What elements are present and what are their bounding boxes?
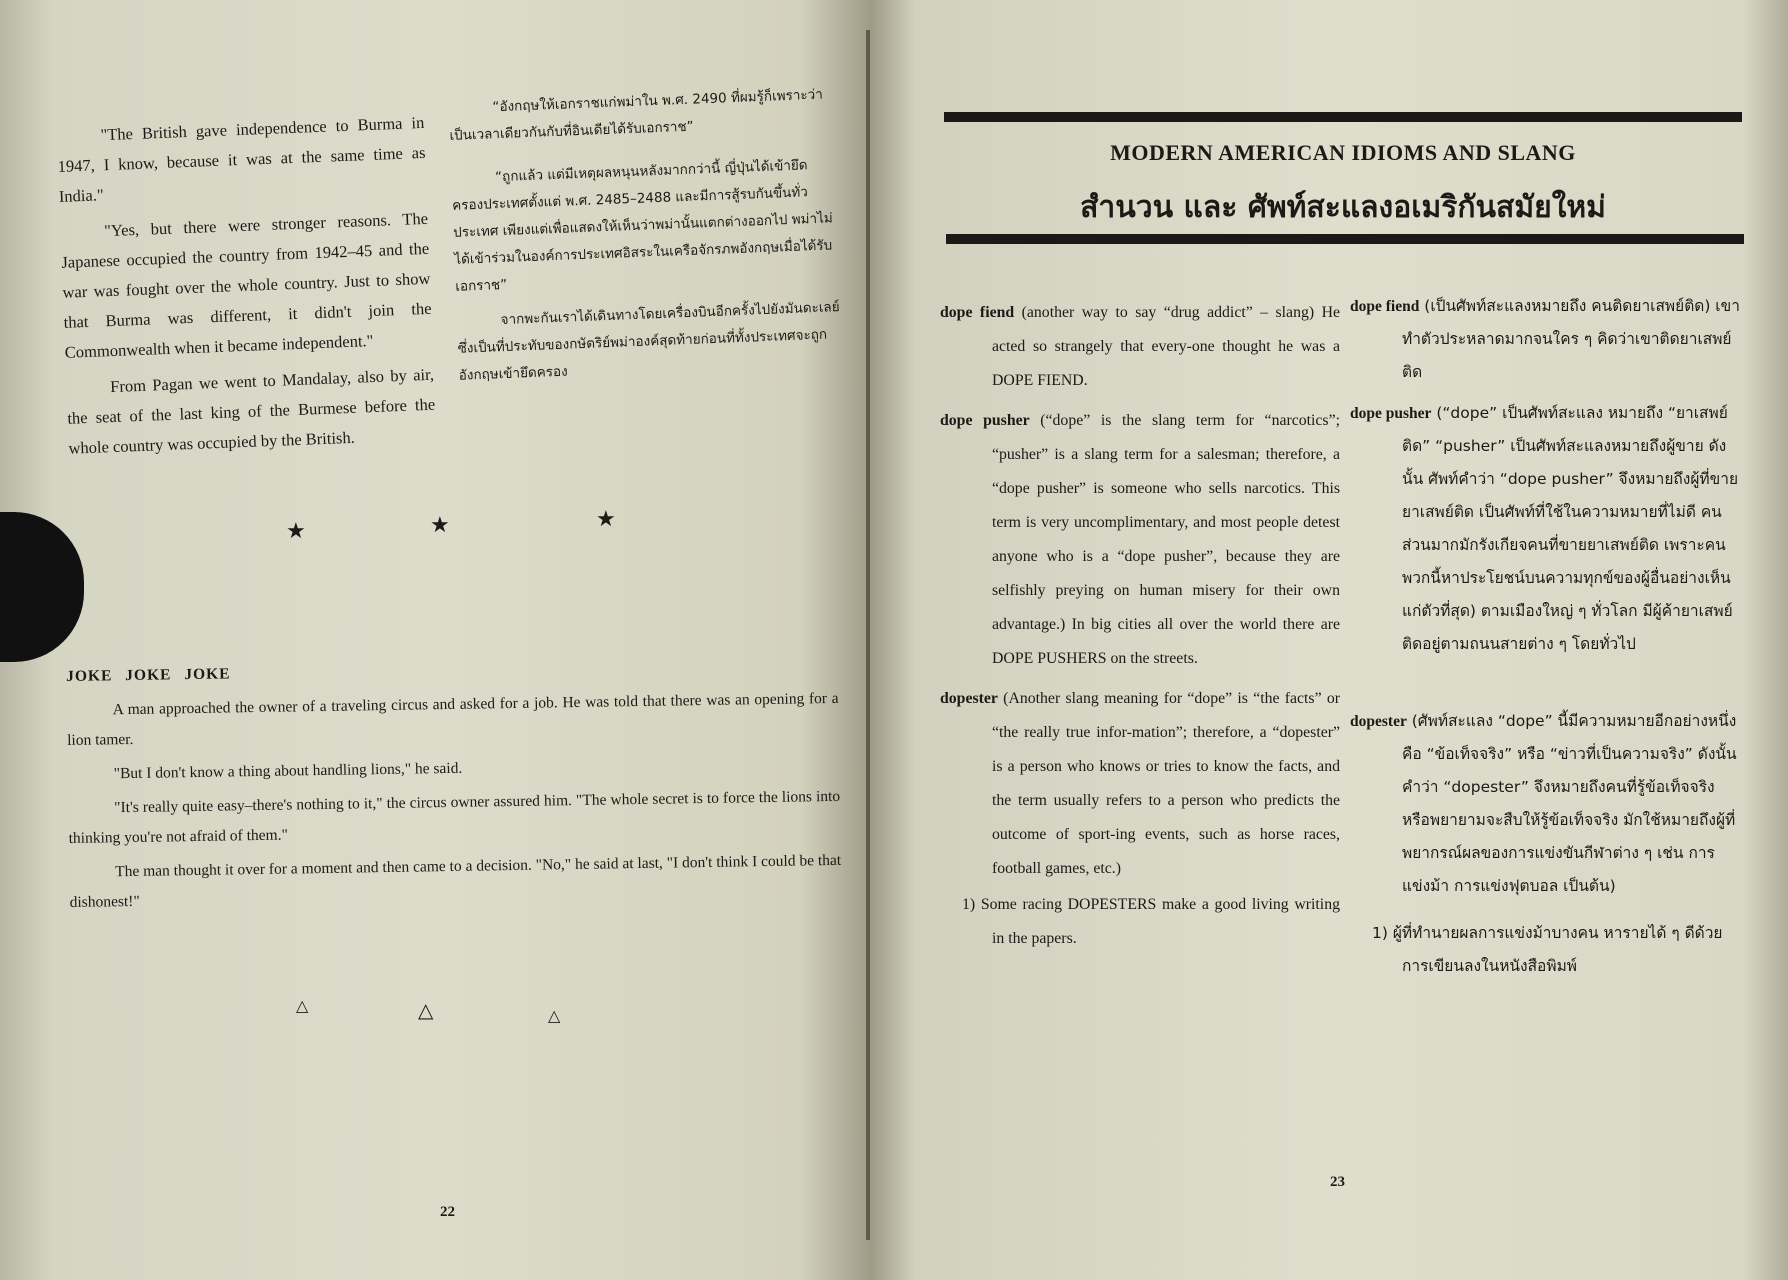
page-number: 23 [1330,1174,1345,1190]
joke-section [66,656,842,918]
thai-dialogue [448,81,845,390]
entry-term: dope pusher [940,412,1030,429]
english-dialogue [56,108,437,464]
star-icon: ★ [430,512,450,537]
example-sentence: 1) Some racing DOPESTERS make a good living writing in the papers. [962,896,1340,947]
entry-text: (another way to say “drug addict” – slang) He acted so strangely that every-one thought he was a DOPE FIEND. [992,304,1340,389]
dialogue-paragraph: "The British gave independence to Burma in 1947, I know, because it was at the same time as India." [57,112,426,206]
thai-entry-dope-fiend [1350,290,1740,389]
thai-paragraph: “ถูกแล้ว แต่มีเหตุผลหนุนหลังมากกว่านี้ ญี่ปุ่นได้เข้ายึดครองประเทศตั้งแต่ พ.ศ. 2485–2488 และมีการสู้รบกันขึ้นทั่วประเทศ เพียงแต่เพื่อแสดงให้เห็นว่าพม่านั้นแตกต่างออกไป พม่าไม่ได้เข้าร่วมในองค์การประเทศอิสระในเครือจักรภพอังกฤษเมื่อได้รับเอกราช” [451,157,834,295]
joke-paragraph: A man approached the owner of a traveling circus and asked for a job. He was told that there was an opening for a lion tamer. [67,689,839,749]
entry-text: (เป็นศัพท์สะแลงหมายถึง คนติดยาเสพย์ติด) เขาทำตัวประหลาดมากจนใคร ๆ คิดว่าเขาติดยาเสพย์ติด [1402,297,1740,381]
triangle-icon: △ [548,1008,561,1025]
thai-paragraph: จากพะกันเราได้เดินทางโดยเครื่องบินอีกครั้งไปยังมันดะเลย์ ซึ่งเป็นที่ประทับของกษัตริย์พม่าองค์สุดท้ายก่อนที่ทั้งประเทศจะถูกอังกฤษเข้ายึดครอง [457,299,840,384]
left-page [0,0,870,1280]
page-number: 22 [440,1204,455,1220]
dialogue-paragraph: From Pagan we went to Mandalay, also by air, the seat of the last king of the Burmese before the whole country was occupied by the British. [67,364,436,458]
entry-term: dopester [1350,713,1407,730]
heading-thai: สำนวน และ ศัพท์สะแลงอเมริกันสมัยใหม่ [1080,190,1606,225]
thai-paragraph: “อังกฤษให้เอกราชแก่พม่าใน พ.ศ. 2490 ที่ผมรู้ก็เพราะว่าเป็นเวลาเดียวกันกับที่อินเดียได้รับเอกราช” [449,86,824,144]
thai-entry-dopester [1350,705,1740,903]
entry-text: (ศัพท์สะแลง “dope” นี้มีความหมายอีกอย่างหนึ่งคือ “ข้อเท็จจริง” หรือ “ข่าวที่เป็นความจริง” ดังนั้น คำว่า “dopester” จึงหมายถึงคนที่รู้ข้อเท็จจริง หรือพยายามจะสืบให้รู้ข้อเท็จจริง มักใช้หมายถึงผู้ที่พยากรณ์ผลของการแข่งขันกีฬาต่าง ๆ เช่น การแข่งม้า การแข่งฟุตบอล เป็นต้น) [1402,712,1737,895]
heading-bar-top [944,112,1742,122]
entry-term: dope fiend [940,304,1015,321]
star-icon: ★ [596,506,616,531]
right-page [870,0,1788,1280]
thai-entry-dope-pusher [1350,397,1740,661]
dialogue-paragraph: "Yes, but there were stronger reasons. The Japanese occupied the country from 1942–45 and the war was fought over the whole country. Just to show that Burma was different, it didn't join the Commonwealth when it became independent." [61,208,432,362]
entry-text: (Another slang meaning for “dope” is “the facts” or “the really true infor-mation”; therefore, a “dopester” is a person who knows or tries to know the facts, and the term usually refers to a person who predicts the outcome of sport-ing events, such as horse races, football games, etc.) [992,690,1340,877]
joke-title: JOKE JOKE JOKE [66,665,231,685]
entry-term: dope fiend [1350,298,1420,315]
entry-term: dopester [940,690,998,707]
entry-term: dope pusher [1350,405,1432,422]
entry-text: (“dope” is the slang term for “narcotics”; “pusher” is a slang term for a salesman; therefore, a “dope pusher” is someone who sells narcotics. This term is very uncomplimentary, and most people detest anyone who is a “dope pusher”, because they are selfishly preying on human misery for their own advantage.) In big cities all over the world there are DOPE PUSHERS on the streets. [992,412,1340,667]
heading-bar-bottom [946,234,1744,244]
triangle-icon: △ [296,998,309,1015]
heading-english: MODERN AMERICAN IDIOMS AND SLANG [1110,140,1576,165]
star-icon: ★ [286,518,306,543]
joke-paragraph: "But I don't know a thing about handling lions," he said. [113,759,463,783]
entry-dopester [940,682,1340,886]
joke-paragraph: "It's really quite easy–there's nothing to it," the circus owner assured him. "The whole secret is to force the lions into thinking you're not afraid of them." [68,787,841,847]
thai-entries [1350,290,1740,983]
entry-text: (“dope” เป็นศัพท์สะแลง หมายถึง “ยาเสพย์ติด” “pusher” เป็นศัพท์สะแลงหมายถึงผู้ขาย ดังนั้น ศัพท์คำว่า “dope pusher” จึงหมายถึงผู้ที่ขายยาเสพย์ติด เป็นศัพท์ที่ใช้ในความหมายที่ไม่ดี คนส่วนมากมักรังเกียจคนที่ขายยาเสพย์ติด เพราะคนพวกนี้หาประโยชน์บนความทุกข์ของผู้อื่นอย่างเห็นแก่ตัวที่สุด) ตามเมืองใหญ่ ๆ ทั่วโลก มีผู้ค้ายาเสพย์ติดอยู่ตามถนนสายต่าง ๆ โดยทั่วไป [1402,404,1739,653]
joke-paragraph: The man thought it over for a moment and then came to a decision. "No," he said at last, "I don't think I could be that dishonest!" [69,851,842,911]
english-entries [940,296,1340,956]
triangle-icon: △ [418,1000,434,1022]
thai-example-sentence: 1) ผู้ที่ทำนายผลการแข่งม้าบางคน หารายได้ ๆ ดีด้วยการเขียนลงในหนังสือพิมพ์ [1372,924,1723,975]
entry-dope-fiend [940,296,1340,398]
entry-dope-pusher [940,404,1340,676]
binder-clip [0,512,84,662]
